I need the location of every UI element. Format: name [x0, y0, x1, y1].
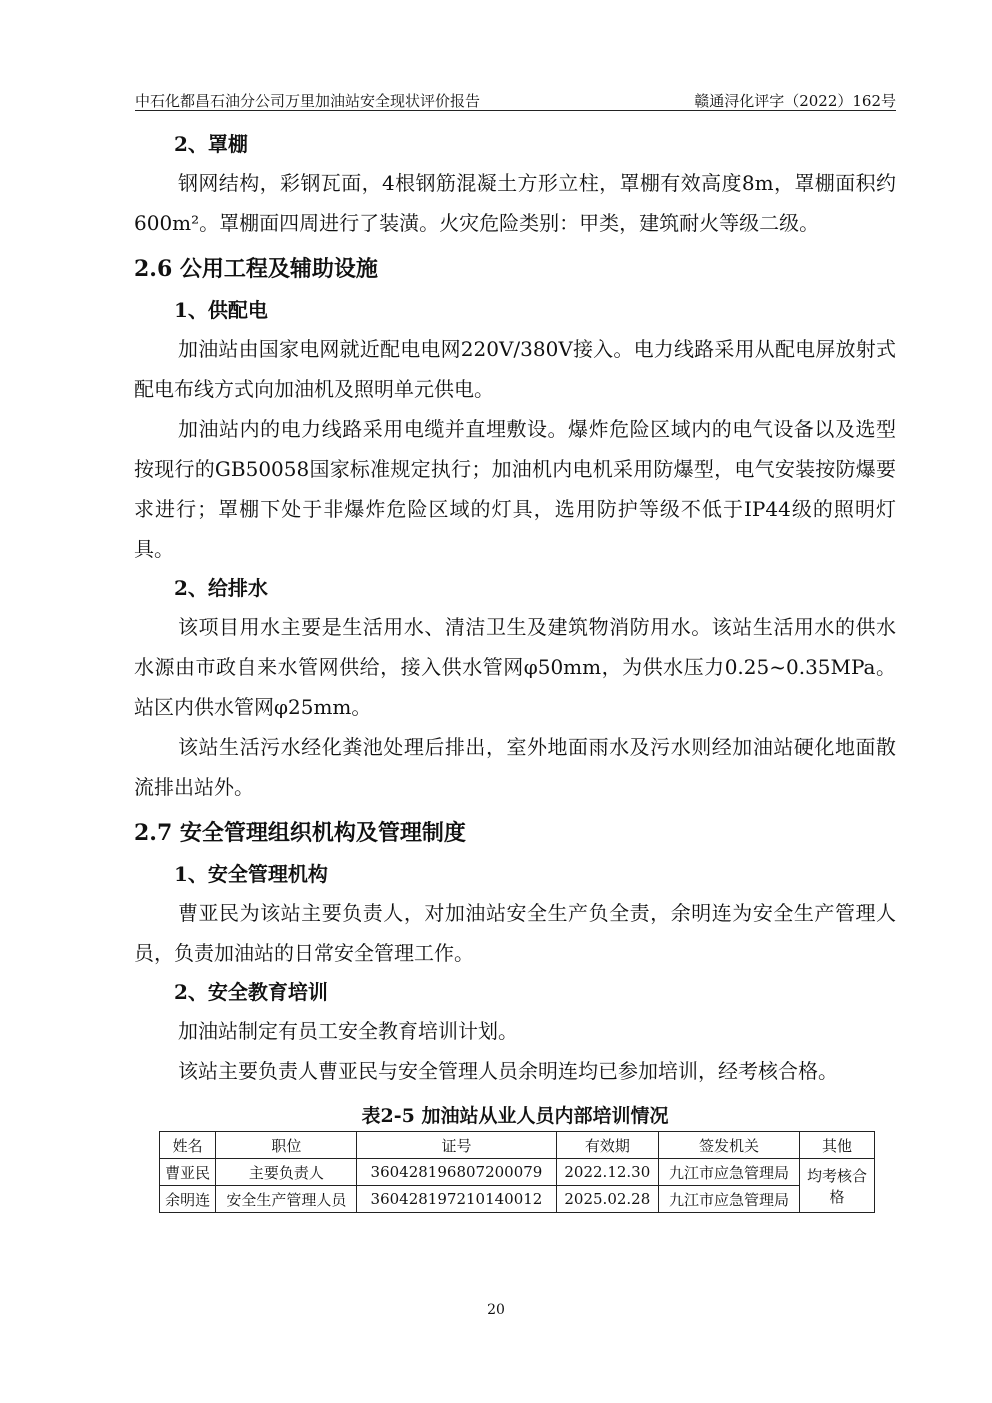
table-cell: 主要负责人	[216, 1159, 357, 1186]
table-cell-merged: 均考核合格	[800, 1159, 875, 1213]
table-cell: 九江市应急管理局	[659, 1186, 800, 1213]
header-cell: 姓名	[160, 1132, 216, 1159]
training-table	[159, 1131, 875, 1213]
training-paragraph-1: 加油站制定有员工安全教育培训计划。	[178, 1019, 518, 1043]
table-cell: 2025.02.28	[556, 1186, 658, 1213]
power-paragraph-1: 加油站由国家电网就近配电电网220V/380V接入。电力线路采用从配电屏放射式配电布线方式向加油机及照明单元供电。	[134, 337, 896, 401]
table-cell: 360428197210140012	[357, 1186, 556, 1213]
table-row	[160, 1186, 875, 1213]
section-2-6-heading: 2.6 公用工程及辅助设施	[134, 256, 378, 282]
water-paragraph-1: 该项目用水主要是生活用水、清洁卫生及建筑物消防用水。该站生活用水的供水水源由市政自来水管网供给，接入供水管网φ50mm，为供水压力0.25~0.35MPa。站区内供水管网φ25mm。	[134, 615, 896, 719]
table-cell: 360428196807200079	[357, 1159, 556, 1186]
table-row	[160, 1159, 875, 1186]
document-body	[134, 125, 896, 1213]
header-cell: 其他	[800, 1132, 875, 1159]
training-heading: 2、安全教育培训	[174, 980, 328, 1004]
page-number: 20	[487, 1302, 505, 1318]
page-header-right: 赣通浔化评字（2022）162号	[694, 92, 896, 110]
table-cell: 九江市应急管理局	[659, 1159, 800, 1186]
water-paragraph-2: 该站生活污水经化粪池处理后排出，室外地面雨水及污水则经加油站硬化地面散流排出站外。	[134, 735, 896, 799]
section-2-7-heading: 2.7 安全管理组织机构及管理制度	[134, 820, 466, 846]
water-heading: 2、给排水	[174, 576, 268, 600]
power-heading: 1、供配电	[174, 298, 268, 322]
header-rule	[135, 110, 896, 111]
page-header-left: 中石化都昌石油分公司万里加油站安全现状评价报告	[135, 92, 481, 110]
header-cell: 有效期	[556, 1132, 658, 1159]
org-heading: 1、安全管理机构	[174, 862, 328, 886]
header-cell: 职位	[216, 1132, 357, 1159]
table-cell: 曹亚民	[160, 1159, 216, 1186]
table-cell: 余明连	[160, 1186, 216, 1213]
table-header-row	[160, 1132, 875, 1159]
org-paragraph: 曹亚民为该站主要负责人，对加油站安全生产负全责，余明连为安全生产管理人员，负责加油站的日常安全管理工作。	[134, 901, 896, 965]
canopy-paragraph: 钢网结构，彩钢瓦面，4根钢筋混凝土方形立柱，罩棚有效高度8m，罩棚面积约600m²。罩棚面四周进行了装潢。火灾危险类别：甲类，建筑耐火等级二级。	[134, 171, 896, 235]
power-paragraph-2: 加油站内的电力线路采用电缆并直埋敷设。爆炸危险区域内的电气设备以及选型按现行的GB50058国家标准规定执行；加油机内电机采用防爆型，电气安装按防爆要求进行；罩棚下处于非爆炸危险区域的灯具，选用防护等级不低于IP44级的照明灯具。	[134, 417, 896, 561]
canopy-heading: 2、罩棚	[174, 132, 248, 156]
training-paragraph-2: 该站主要负责人曹亚民与安全管理人员余明连均已参加培训，经考核合格。	[178, 1059, 838, 1083]
header-cell: 证号	[357, 1132, 556, 1159]
table-cell: 2022.12.30	[556, 1159, 658, 1186]
table-caption: 表2-5 加油站从业人员内部培训情况	[361, 1105, 669, 1127]
table-cell: 安全生产管理人员	[216, 1186, 357, 1213]
header-cell: 签发机关	[659, 1132, 800, 1159]
